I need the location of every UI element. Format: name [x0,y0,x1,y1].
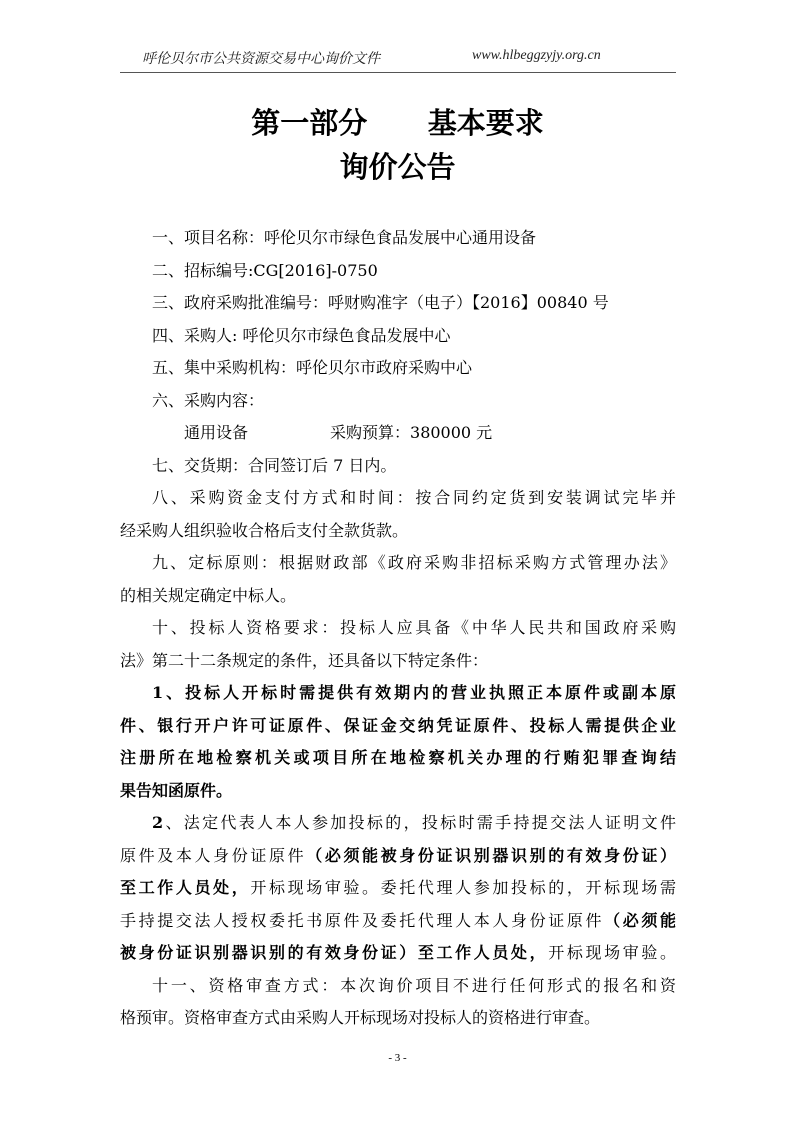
content-budget: 采购预算：380000 元 [330,423,493,442]
item-bid-number: 二、招标编号:CG[2016]-0750 [152,260,378,280]
header-website: www.hlbeggzyjy.org.cn [472,48,601,63]
item-approval-number: 三、政府采购批准编号：呼财购准字（电子）【2016】00840 号 [152,293,609,312]
requirement2-number: 2 [152,813,164,832]
page-number: - 3 - [388,1052,407,1064]
requirement2-line5-bold: 被身份证识别器识别的有效身份证）至工作人员处， [120,943,549,962]
item-content-label: 六、采购内容： [152,390,265,410]
requirement2-line5 [120,937,676,970]
item-qualification-line1: 十、投标人资格要求：投标人应具备《中华人民共和国政府采购 [152,618,676,637]
item-review-line2: 格预审。资格审查方式由采购人开标现场对投标人的资格进行审查。 [120,1008,601,1027]
requirement2-line3 [120,872,676,905]
notice-title: 询价公告 [339,150,456,184]
notice-body [120,222,676,1035]
requirement1-line4: 果告知函原件。 [120,780,233,800]
requirement1-line2: 件、银行开户许可证原件、保证金交纳凭证原件、投标人需提供企业 [120,715,676,735]
requirement2-line3-bold: 至工作人员处， [120,878,251,897]
item-purchaser: 四、采购人: 呼伦贝尔市绿色食品发展中心 [152,325,451,345]
item-agency: 五、集中采购机构：呼伦贝尔市政府采购中心 [152,358,473,377]
item-payment-line2: 经采购人组织验收合格后支付全款货款。 [120,520,409,540]
item-principle-line2: 的相关规定确定中标人。 [120,585,297,605]
item-review-line1: 十一、资格审查方式：本次询价项目不进行任何形式的报名和资 [152,975,676,995]
item-principle-line1: 九、定标原则：根据财政部《政府采购非招标采购方式管理办法》 [152,553,676,572]
requirement2-line2-text: 原件及本人身份证原件 [120,845,307,865]
item-content-row [120,417,676,450]
section-title: 第一部分 基本要求 [251,106,544,140]
requirement2-line2-bold: （必须能被身份证识别器识别的有效身份证） [306,845,676,865]
requirement2-line4-text: 手持提交法人授权委托书原件及委托代理人本人身份证原件 [120,910,605,930]
requirement2-line4-bold: （必须能 [604,910,676,930]
requirement1-line1: 1、投标人开标时需提供有效期内的营业执照正本原件或副本原 [152,683,676,702]
item-delivery: 七、交货期：合同签订后 7 日内。 [152,455,397,475]
requirement2-line3-text: 开标现场审验。委托代理人参加投标的，开标现场需 [250,878,676,897]
requirement2-line4 [120,905,676,938]
requirement2-line2 [120,840,676,873]
header-divider [120,72,676,73]
requirement2-line1 [120,807,676,840]
requirement2-line5-text: 开标现场审验。 [548,943,676,962]
item-payment-line1: 八、采购资金支付方式和时间：按合同约定货到安装调试完毕并 [152,488,676,507]
content-item-name: 通用设备 [184,423,249,442]
requirement2-line1-text: 、法定代表人本人参加投标的，投标时需手持提交法人证明文件 [163,813,676,832]
item-project-name: 一、项目名称：呼伦贝尔市绿色食品发展中心通用设备 [152,228,537,247]
requirement1-line3: 注册所在地检察机关或项目所在地检察机关办理的行贿犯罪查询结 [120,748,676,767]
header-document-title: 呼伦贝尔市公共资源交易中心询价文件 [142,51,380,67]
item-qualification-line2: 法》第二十二条规定的条件，还具备以下特定条件： [120,650,489,670]
